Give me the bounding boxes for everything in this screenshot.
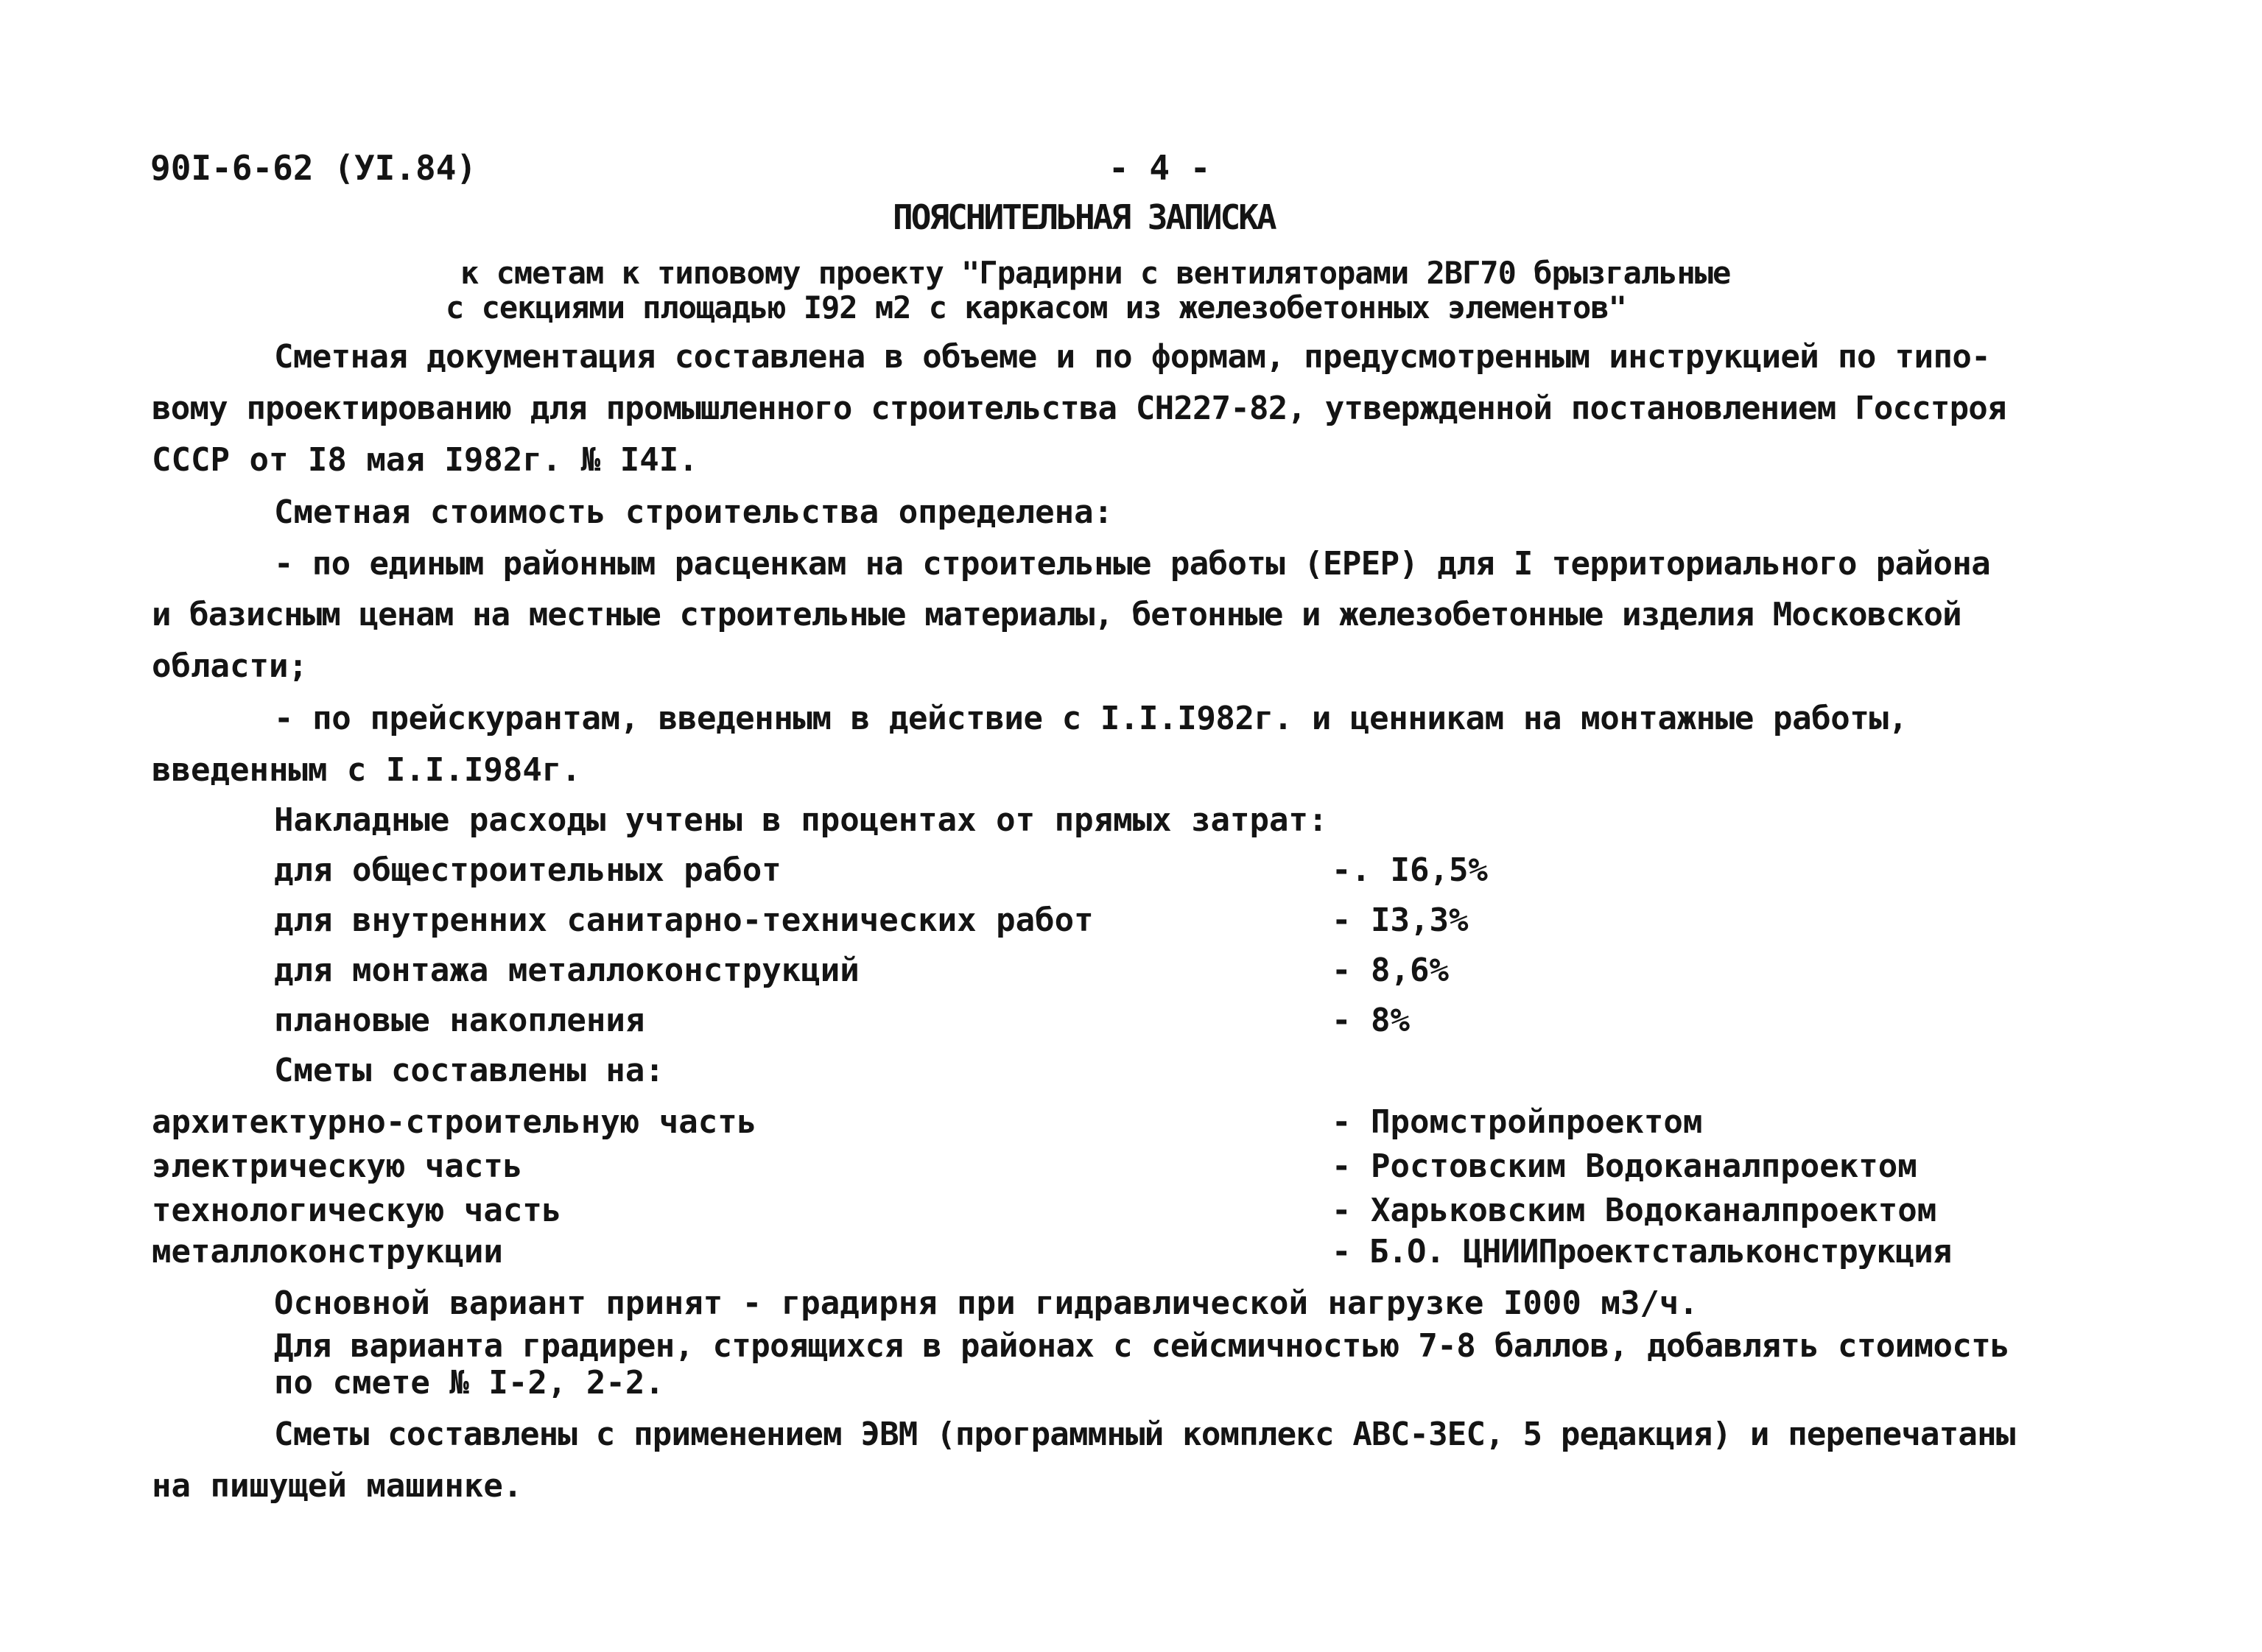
para7-line-1: Сметы составлены с применением ЭВМ (программный комплекс АВС-ЗЕС, 5 редакция) и перепечатаны bbox=[274, 1416, 2015, 1453]
estimates-item-label: технологическую часть bbox=[152, 1192, 562, 1229]
overhead-item-label: для общестроительных работ bbox=[274, 851, 781, 889]
subtitle-line-2: с секциями площадью I92 м2 с каркасом из железобетонных элементов" bbox=[446, 289, 1626, 326]
para3-line-1: - по единым районным расценкам на строительные работы (ЕРЕР) для I территориального района bbox=[274, 545, 1991, 583]
para1-line-3: СССР от I8 мая I982г. № I4I. bbox=[152, 441, 698, 479]
para3-line-2: и базисным ценам на местные строительные материалы, бетонные и железобетонные изделия Московской bbox=[152, 596, 1961, 633]
para6-line-2: по смете № I-2, 2-2. bbox=[274, 1364, 664, 1402]
page-number: - 4 - bbox=[1109, 148, 1211, 188]
para1-line-2: вому проектированию для промышленного строительства СН227-82, утвержденной постановлением Госстроя bbox=[152, 390, 2006, 427]
overhead-item-label: для монтажа металлоконструкций bbox=[274, 952, 860, 989]
para7-line-2: на пишущей машинке. bbox=[152, 1467, 523, 1505]
para3-line-3: области; bbox=[152, 647, 308, 685]
overhead-item-value: -. I6,5% bbox=[1332, 851, 1488, 889]
estimates-item-value: - Б.О. ЦНИИПроектстальконструкция bbox=[1332, 1233, 1952, 1270]
document-code: 90I-6-62 (УI.84) bbox=[150, 148, 477, 188]
overhead-intro: Накладные расходы учтены в процентах от прямых затрат: bbox=[274, 801, 1328, 839]
para2: Сметная стоимость строительства определена: bbox=[274, 493, 1114, 531]
estimates-item-label: металлоконструкции bbox=[152, 1233, 503, 1270]
overhead-item-value: - 8,6% bbox=[1332, 952, 1449, 989]
overhead-item-value: - 8% bbox=[1332, 1002, 1410, 1039]
subtitle-line-1: к сметам к типовому проекту "Градирни с вентиляторами 2ВГ70 брызгальные bbox=[460, 255, 1731, 291]
para1-line-1: Сметная документация составлена в объеме и по формам, предусмотренным инструкцией по типо- bbox=[274, 338, 1991, 376]
overhead-item-label: для внутренних санитарно-технических работ bbox=[274, 901, 1094, 939]
para4-line-2: введенным с I.I.I984г. bbox=[152, 751, 581, 789]
overhead-item-value: - I3,3% bbox=[1332, 901, 1469, 939]
overhead-item-label: плановые накопления bbox=[274, 1002, 645, 1039]
para6-line-1: Для варианта градирен, строящихся в районах с сейсмичностью 7-8 баллов, добавлять стоимость bbox=[274, 1327, 2010, 1365]
estimates-item-label: электрическую часть bbox=[152, 1147, 523, 1185]
estimates-intro: Сметы составлены на: bbox=[274, 1052, 664, 1089]
estimates-item-value: - Харьковским Водоканалпроектом bbox=[1332, 1192, 1937, 1229]
para4-line-1: - по прейскурантам, введенным в действие с I.I.I982г. и ценникам на монтажные работы, bbox=[274, 700, 1908, 737]
document-title: ПОЯСНИТЕЛЬНАЯ ЗАПИСКА bbox=[893, 197, 1275, 237]
para5: Основной вариант принят - градирня при гидравлической нагрузке I000 м3/ч. bbox=[274, 1284, 1699, 1322]
estimates-item-value: - Промстройпроектом bbox=[1332, 1103, 1703, 1141]
estimates-item-value: - Ростовским Водоканалпроектом bbox=[1332, 1147, 1917, 1185]
estimates-item-label: архитектурно-строительную часть bbox=[152, 1103, 757, 1141]
